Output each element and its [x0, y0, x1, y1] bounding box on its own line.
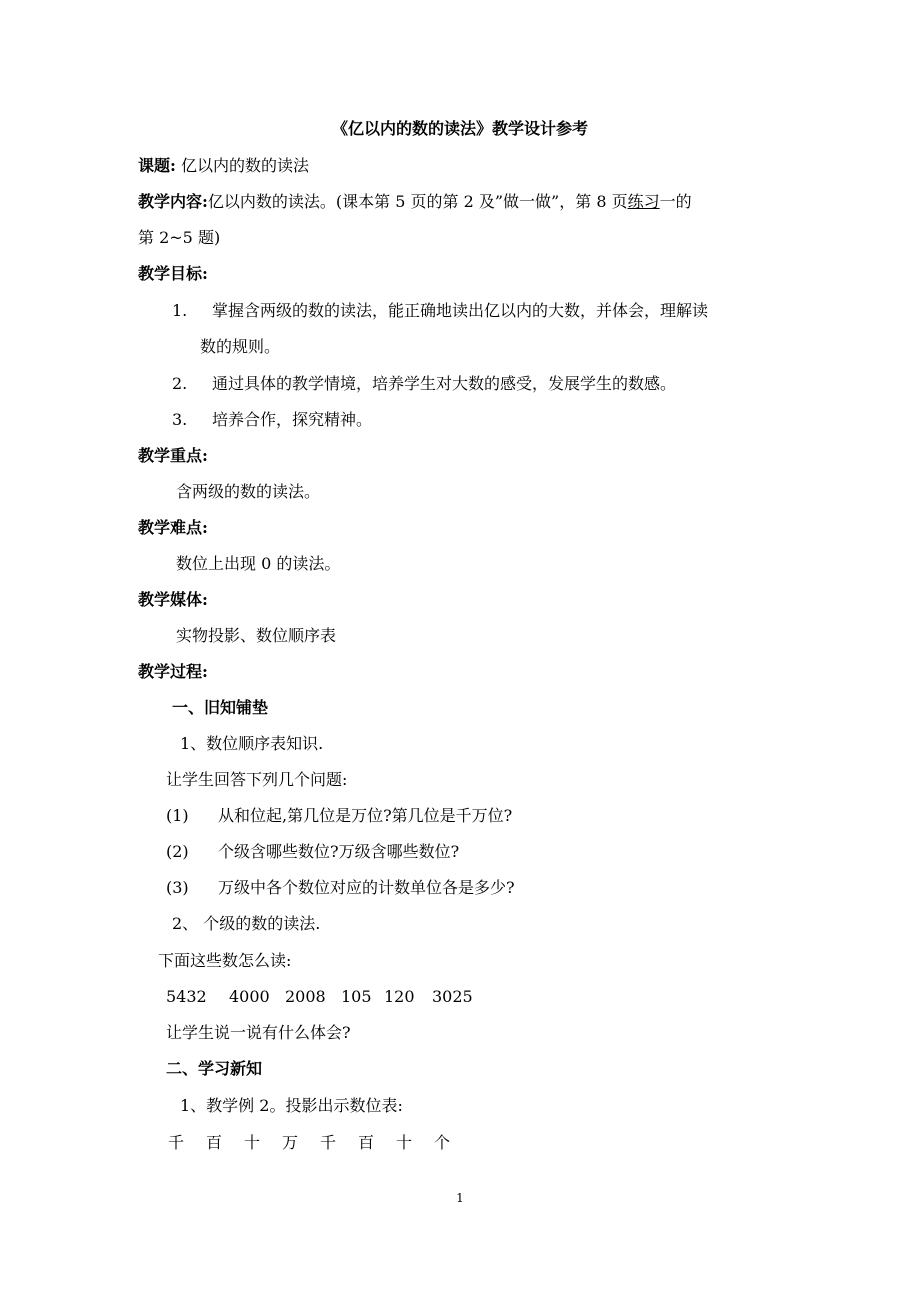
content-label: 教学内容: [138, 192, 208, 211]
content-text-tail: 一的 [659, 192, 692, 211]
read-prompt: 下面这些数怎么读: [158, 951, 292, 970]
exercise-link[interactable]: 练习 [627, 192, 660, 211]
key-point-label: 教学重点: [138, 446, 208, 465]
place-value-cell: 百 [358, 1133, 375, 1152]
place-value-cell: 十 [244, 1133, 261, 1152]
number-item: 120 [384, 987, 415, 1006]
media-text: 实物投影、数位顺序表 [176, 626, 337, 645]
number-item: 2008 [285, 987, 326, 1006]
difficulty-text: 数位上出现 0 的读法。 [176, 554, 341, 573]
goal-2-number: 2. [172, 374, 188, 393]
question-3-number: (3) [166, 878, 189, 897]
difficulty-label: 教学难点: [138, 518, 208, 537]
goals-label: 教学目标: [138, 264, 208, 283]
section-1-prompt: 让学生回答下列几个问题: [166, 770, 348, 789]
goal-1-number: 1. [172, 301, 188, 320]
section-1-item-2: 2、 个级的数的读法. [172, 914, 321, 933]
content-line-2: 第 2~5 题) [138, 228, 221, 247]
place-value-cell: 千 [168, 1133, 185, 1152]
question-3-text: 万级中各个数位对应的计数单位各是多少? [218, 878, 515, 897]
place-value-cell: 万 [282, 1133, 299, 1152]
document-title: 《亿以内的数的读法》教学设计参考 [331, 119, 588, 138]
media-label: 教学媒体: [138, 590, 208, 609]
place-value-cell: 百 [206, 1133, 223, 1152]
place-value-cell: 千 [320, 1133, 337, 1152]
goal-3-text: 培养合作，探究精神。 [212, 410, 373, 429]
section-1-item-1: 1、数位顺序表知识. [180, 734, 324, 753]
section-1-heading: 一、旧知铺垫 [172, 698, 269, 717]
number-item: 4000 [229, 987, 270, 1006]
goal-1-text-cont: 数的规则。 [200, 337, 281, 356]
content-line [138, 191, 692, 213]
question-2-text: 个级含哪些数位?万级含哪些数位? [218, 842, 460, 861]
content-text: 亿以内数的读法。(课本第 5 页的第 2 及”做一做”，第 8 页 [207, 192, 628, 211]
page-number: 1 [456, 1191, 464, 1205]
place-value-cell: 十 [396, 1133, 413, 1152]
number-list [166, 986, 473, 1008]
question-1-number: (1) [166, 806, 189, 825]
goal-1-text: 掌握含两级的数的读法，能正确地读出亿以内的大数，并体会，理解读 [212, 301, 709, 320]
question-1-text: 从和位起,第几位是万位?第几位是千万位? [218, 806, 513, 825]
number-item: 5432 [166, 987, 207, 1006]
question-2-number: (2) [166, 842, 189, 861]
section-2-item-1: 1、教学例 2。投影出示数位表: [180, 1096, 403, 1115]
key-point-text: 含两级的数的读法。 [176, 482, 321, 501]
topic-line [138, 155, 309, 177]
topic-value: 亿以内的数的读法 [181, 156, 310, 175]
goal-3-number: 3. [172, 410, 188, 429]
topic-label: 课题: [138, 156, 176, 175]
reflect-prompt: 让学生说一说有什么体会? [166, 1023, 351, 1042]
place-value-cell: 个 [434, 1133, 451, 1152]
number-item: 105 [341, 987, 372, 1006]
process-label: 教学过程: [138, 662, 208, 681]
place-value-row [168, 1132, 472, 1154]
goal-2-text: 通过具体的教学情境，培养学生对大数的感受，发展学生的数感。 [212, 374, 677, 393]
number-item: 3025 [432, 987, 473, 1006]
section-2-heading: 二、学习新知 [166, 1059, 263, 1078]
